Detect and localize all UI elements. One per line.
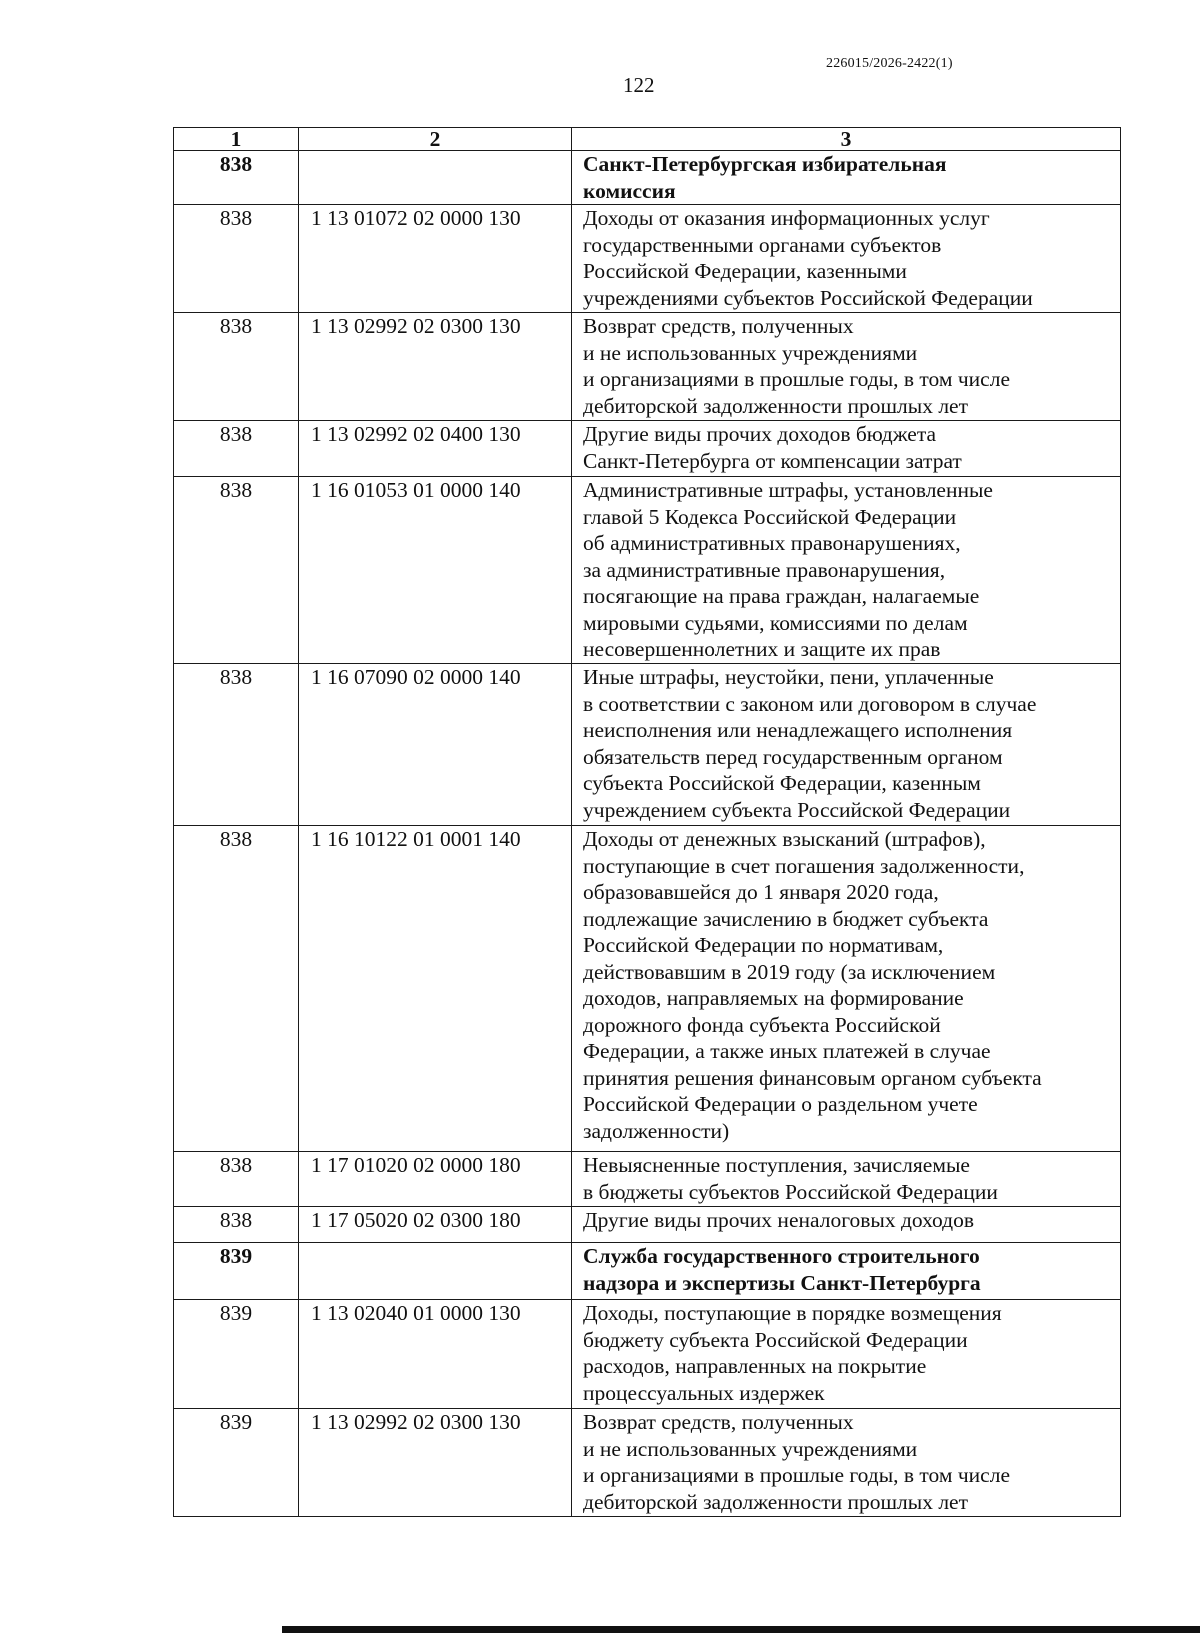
- kbk-cell: 1 13 01072 02 0000 130: [299, 205, 572, 313]
- section-title-cell: Санкт-Петербургская избирательная комиссия: [572, 151, 1121, 205]
- admin-code-cell: 838: [174, 421, 299, 477]
- admin-code-cell: 839: [174, 1243, 299, 1300]
- column-number-row: [174, 128, 1121, 151]
- page-number: 122: [623, 73, 655, 97]
- admin-code-cell: 839: [174, 1409, 299, 1517]
- revenue-codes-table: [173, 127, 1121, 1517]
- kbk-cell: 1 17 05020 02 0300 180: [299, 1207, 572, 1243]
- admin-code-cell: 838: [174, 477, 299, 664]
- table-row: [174, 826, 1121, 1152]
- kbk-cell: 1 13 02992 02 0300 130: [299, 1409, 572, 1517]
- kbk-cell: [299, 1243, 572, 1300]
- kbk-cell: 1 16 10122 01 0001 140: [299, 826, 572, 1152]
- admin-code-cell: 838: [174, 1207, 299, 1243]
- column-number-2: 2: [299, 128, 572, 151]
- description-cell: Невыясненные поступления, зачисляемые в бюджеты субъектов Российской Федерации: [572, 1152, 1121, 1207]
- description-cell: Возврат средств, полученных и не использованных учреждениями и организациями в прошлые годы, в том числе дебиторской задолженности прошлых лет: [572, 1409, 1121, 1517]
- admin-code-cell: 838: [174, 1152, 299, 1207]
- kbk-cell: 1 16 07090 02 0000 140: [299, 664, 572, 826]
- table-row: [174, 664, 1121, 826]
- section-row-838: [174, 151, 1121, 205]
- table-row: [174, 1207, 1121, 1243]
- table-row: [174, 1300, 1121, 1409]
- kbk-cell: 1 13 02992 02 0300 130: [299, 313, 572, 421]
- admin-code-cell: 839: [174, 1300, 299, 1409]
- column-number-1: 1: [174, 128, 299, 151]
- table-row: [174, 313, 1121, 421]
- table-row: [174, 421, 1121, 477]
- admin-code-cell: 838: [174, 313, 299, 421]
- admin-code-cell: 838: [174, 826, 299, 1152]
- kbk-cell: 1 13 02992 02 0400 130: [299, 421, 572, 477]
- table-row: [174, 1409, 1121, 1517]
- table-row: [174, 205, 1121, 313]
- kbk-cell: 1 13 02040 01 0000 130: [299, 1300, 572, 1409]
- description-cell: Возврат средств, полученных и не использованных учреждениями и организациями в прошлые годы, в том числе дебиторской задолженности прошлых лет: [572, 313, 1121, 421]
- description-cell: Доходы от оказания информационных услуг государственными органами субъектов Российской Федерации, казенными учреждениями субъектов Российской Федерации: [572, 205, 1121, 313]
- description-cell: Другие виды прочих неналоговых доходов: [572, 1207, 1121, 1243]
- document-code: 226015/2026-2422(1): [826, 56, 953, 71]
- admin-code-cell: 838: [174, 205, 299, 313]
- column-number-3: 3: [572, 128, 1121, 151]
- admin-code-cell: 838: [174, 664, 299, 826]
- description-cell: Административные штрафы, установленные главой 5 Кодекса Российской Федерации об административных правонарушениях, за административные правонарушения, посягающие на права граждан, налагаемые мировыми судьями, комиссиями по делам несовершеннолетних и защите их прав: [572, 477, 1121, 664]
- table-row: [174, 1152, 1121, 1207]
- kbk-cell: 1 17 01020 02 0000 180: [299, 1152, 572, 1207]
- description-cell: Доходы от денежных взысканий (штрафов), поступающие в счет погашения задолженности, образовавшейся до 1 января 2020 года, подлежащие зачислению в бюджет субъекта Российской Федерации по нормативам, действовавшим в 2019 году (за исключением доходов, направляемых на формирование дорожного фонда субъекта Российской Федерации, а также иных платежей в случае принятия решения финансовым органом субъекта Российской Федерации о раздельном учете задолженности): [572, 826, 1121, 1152]
- section-row-839: [174, 1243, 1121, 1300]
- description-cell: Иные штрафы, неустойки, пени, уплаченные в соответствии с законом или договором в случае неисполнения или ненадлежащего исполнения обязательств перед государственным органом субъекта Российской Федерации, казенным учреждением субъекта Российской Федерации: [572, 664, 1121, 826]
- kbk-cell: [299, 151, 572, 205]
- kbk-cell: 1 16 01053 01 0000 140: [299, 477, 572, 664]
- description-cell: Другие виды прочих доходов бюджета Санкт-Петербурга от компенсации затрат: [572, 421, 1121, 477]
- admin-code-cell: 838: [174, 151, 299, 205]
- section-title-cell: Служба государственного строительного надзора и экспертизы Санкт-Петербурга: [572, 1243, 1121, 1300]
- scan-edge-bar: [282, 1626, 1200, 1633]
- table-row: [174, 477, 1121, 664]
- description-cell: Доходы, поступающие в порядке возмещения бюджету субъекта Российской Федерации расходов, направленных на покрытие процессуальных издержек: [572, 1300, 1121, 1409]
